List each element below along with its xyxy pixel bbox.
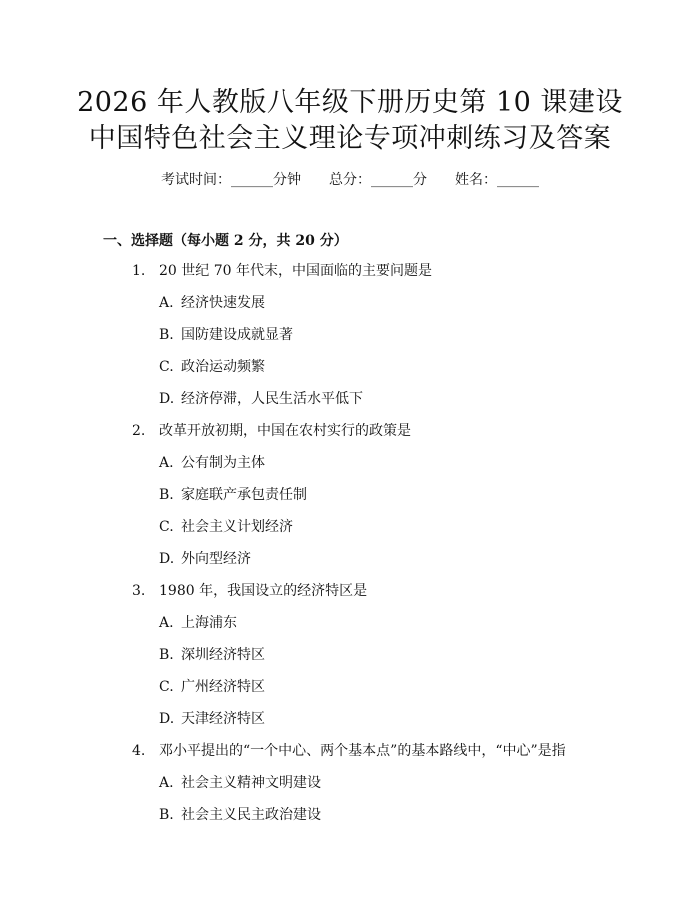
option bbox=[159, 806, 321, 824]
question-text: 邓小平提出的“一个中心、两个基本点”的基本路线中，“中心”是指 bbox=[159, 743, 566, 759]
title-line-1: 2026 年人教版八年级下册历史第 10 课建设 bbox=[77, 87, 623, 118]
question-number: 1. bbox=[132, 263, 146, 279]
option-letter: B. bbox=[159, 807, 174, 823]
question-number: 4. bbox=[132, 743, 146, 759]
option-text: 天津经济特区 bbox=[181, 711, 265, 727]
option-text: 外向型经济 bbox=[181, 551, 251, 567]
option-letter: B. bbox=[159, 487, 174, 503]
student-name: 姓名：______ bbox=[455, 172, 539, 188]
option-text: 经济快速发展 bbox=[181, 295, 265, 311]
option-letter: D. bbox=[159, 551, 175, 567]
option-text: 深圳经济特区 bbox=[181, 647, 265, 663]
exam-info bbox=[0, 171, 700, 189]
question-text: 20 世纪 70 年代末，中国面临的主要问题是 bbox=[159, 263, 432, 279]
option bbox=[159, 518, 293, 536]
option bbox=[159, 774, 321, 792]
section-heading: 一、选择题（每小题 2 分，共 20 分） bbox=[103, 233, 348, 249]
option bbox=[159, 326, 293, 344]
option-letter: C. bbox=[159, 359, 174, 375]
option-letter: A. bbox=[159, 295, 174, 311]
option-letter: A. bbox=[159, 775, 174, 791]
option-letter: A. bbox=[159, 455, 174, 471]
question-number: 2. bbox=[132, 423, 146, 439]
option bbox=[159, 294, 265, 312]
option-letter: C. bbox=[159, 679, 174, 695]
option-text: 政治运动频繁 bbox=[181, 359, 265, 375]
option-text: 经济停滞，人民生活水平低下 bbox=[181, 391, 363, 407]
option-text: 社会主义民主政治建设 bbox=[181, 807, 321, 823]
option-text: 家庭联产承包责任制 bbox=[181, 487, 307, 503]
option bbox=[159, 646, 265, 664]
option bbox=[159, 454, 265, 472]
option-letter: A. bbox=[159, 615, 174, 631]
option bbox=[159, 710, 265, 728]
option-text: 社会主义计划经济 bbox=[181, 519, 293, 535]
option-text: 社会主义精神文明建设 bbox=[181, 775, 321, 791]
exam-time: 考试时间：______分钟 bbox=[161, 172, 301, 188]
option-text: 上海浦东 bbox=[181, 615, 237, 631]
option-text: 公有制为主体 bbox=[181, 455, 265, 471]
option bbox=[159, 486, 307, 504]
question-text: 1980 年，我国设立的经济特区是 bbox=[159, 583, 368, 599]
option bbox=[159, 678, 265, 696]
total-score: 总分：______分 bbox=[329, 172, 427, 188]
option-letter: C. bbox=[159, 519, 174, 535]
option-letter: B. bbox=[159, 647, 174, 663]
question-text: 改革开放初期，中国在农村实行的政策是 bbox=[159, 423, 411, 439]
question-number: 3. bbox=[132, 583, 146, 599]
option-letter: D. bbox=[159, 391, 175, 407]
option-text: 国防建设成就显著 bbox=[181, 327, 293, 343]
option bbox=[159, 390, 363, 408]
title-line-2: 中国特色社会主义理论专项冲刺练习及答案 bbox=[88, 123, 612, 154]
option-text: 广州经济特区 bbox=[181, 679, 265, 695]
option bbox=[159, 358, 265, 376]
option-letter: D. bbox=[159, 711, 175, 727]
option bbox=[159, 614, 237, 632]
option bbox=[159, 550, 251, 568]
option-letter: B. bbox=[159, 327, 174, 343]
